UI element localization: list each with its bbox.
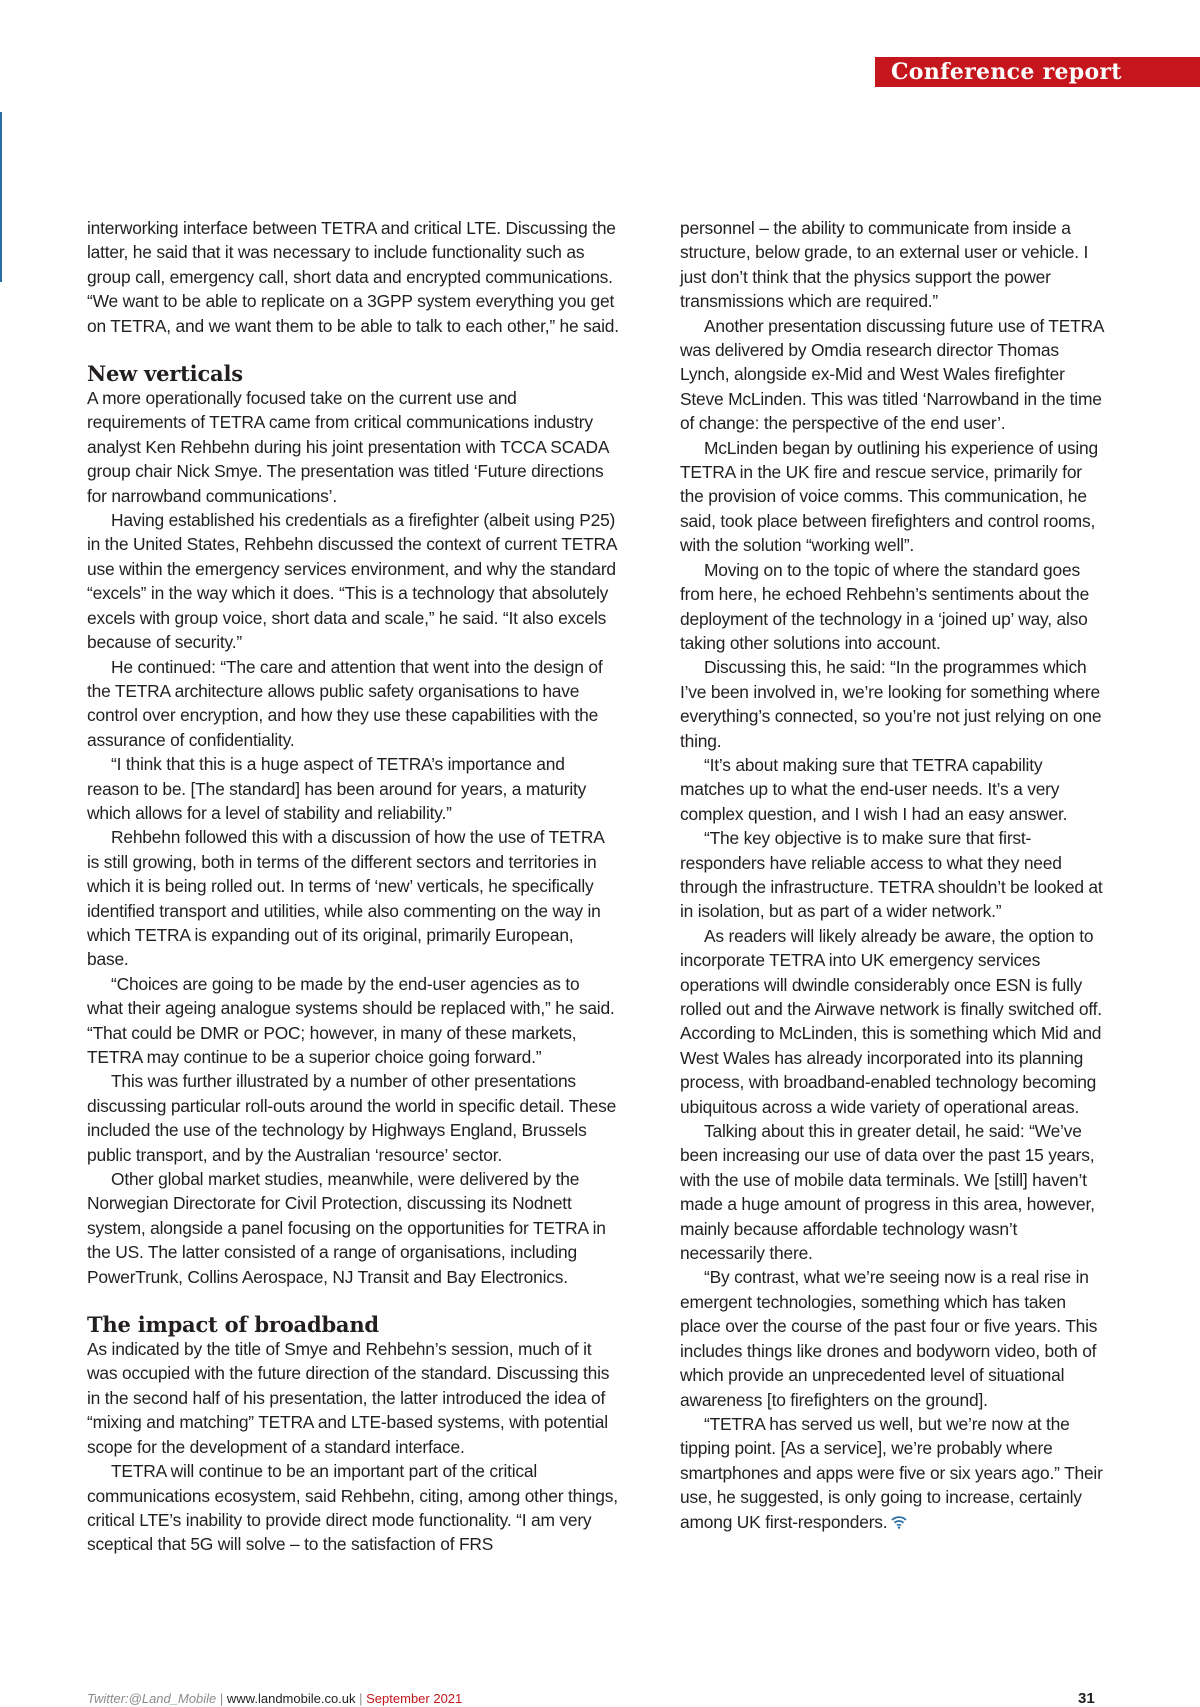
paragraph: “I think that this is a huge aspect of TETRA’s importance and reason to be. [The standard] has been around for years, a maturity which allows for a level of stability and reliability.”	[87, 754, 587, 823]
paragraph: “By contrast, what we’re seeing now is a real rise in emergent technologies, something which has taken place over the course of the past four or five years. This includes things like drones and bodyworn video, both of which provide an unprecedented level of situational awareness [to firefighters on the ground].	[680, 1267, 1098, 1410]
paragraph: “Choices are going to be made by the end-user agencies as to what their ageing analogue systems should be replaced with,” he said. “That could be DMR or POC; however, in many of these markets, TETRA may continue to be a superior choice going forward.”	[87, 973, 615, 1067]
footer-twitter-handle: Twitter:@Land_Mobile	[87, 1691, 217, 1706]
paragraph: Discussing this, he said: “In the programmes which I’ve been involved in, we’re looking for something where everything’s connected, so you’re not just relying on one thing.	[680, 657, 1102, 751]
paragraph: interworking interface between TETRA and critical LTE. Discussing the latter, he said that it was necessary to include functionality such as group call, emergency call, short data and encrypted communications. “We want to be able to replicate on a 3GPP system everything you get on TETRA, and we want them to be able to talk to each other,” he said.	[87, 218, 619, 336]
paragraph: Rehbehn followed this with a discussion of how the use of TETRA is still growing, both in terms of the different sectors and territories in which it is being rolled out. In terms of ‘new’ verticals, he specifically identified transport and utilities, while also commenting on the way in which TETRA is expanding out of its original, primarily European, base.	[87, 827, 604, 970]
paragraph: This was further illustrated by a number of other presentations discussing particular roll-outs around the world in specific detail. These included the use of the technology by Highways England, Brussels public transport, and by the Australian ‘resource’ sector.	[87, 1071, 617, 1165]
footer-website: www.landmobile.co.uk	[226, 1691, 356, 1706]
page-number: 31	[1078, 1690, 1095, 1707]
paragraph: Talking about this in greater detail, he said: “We’ve been increasing our use of data over the past 15 years, with the use of mobile data terminals. We [still] haven’t made a huge amount of progress in this area, however, mainly because affordable technology wasn’t necessarily there.	[680, 1121, 1095, 1264]
paragraph: As indicated by the title of Smye and Rehbehn’s session, much of it was occupied with the future direction of the standard. Discussing this in the second half of his presentation, the latter introduced the idea of “mixing and matching” TETRA and LTE-based systems, with potential scope for the development of a standard interface.	[87, 1339, 610, 1457]
paragraph: “It’s about making sure that TETRA capability matches up to what the end-user needs. It’s a very complex question, and I wish I had an easy answer.	[680, 754, 1068, 824]
paragraph: McLinden began by outlining his experience of using TETRA in the UK fire and rescue service, primarily for the provision of voice comms. This communication, he said, took place between firefighters and control rooms, with the solution “working well”.	[680, 437, 1098, 556]
footer-separator: |	[216, 1691, 227, 1706]
page-footer	[87, 1691, 462, 1706]
last-paragraph	[680, 1412, 1105, 1534]
right-column	[680, 216, 1105, 1534]
paragraph: As readers will likely already be aware, the option to incorporate TETRA into UK emergency services operations will dwindle considerably once ESN is fully rolled out and the Airwave network is finally switched off. According to McLinden, this is something which Mid and West Wales has already incorporated into its planning process, with broadband-enabled technology becoming ubiquitous across a wide variety of operational areas.	[680, 925, 1102, 1117]
paragraph: “The key objective is to make sure that first-responders have reliable access to what they need through the infrastructure. TETRA shouldn’t be looked at in isolation, but as part of a wider network.”	[680, 828, 1103, 922]
paragraph: Other global market studies, meanwhile, were delivered by the Norwegian Directorate for Civil Protection, discussing its Nodnett system, alongside a panel focusing on the opportunities for TETRA in the US. The latter consisted of a range of organisations, including PowerTrunk, Collins Aerospace, NJ Transit and Bay Electronics.	[87, 1169, 606, 1287]
paragraph: Having established his credentials as a firefighter (albeit using P25) in the United States, Rehbehn discussed the context of current TETRA use within the emergency services environment, and why the standard “excels” in the way which it does. “This is a technology that absolutely excels with group voice, short data and scale,” he said. “It also excels because of security.”	[87, 510, 617, 653]
paragraph-text: “TETRA has served us well, but we’re now at the tipping point. [As a service], we’re probably where smartphones and apps were five or six years ago.” Their use, he suggested, is only going to increase, certainly among UK first-responders.	[680, 1413, 1103, 1532]
paragraph: TETRA will continue to be an important part of the critical communications ecosystem, said Rehbehn, citing, among other things, critical LTE’s inability to provide direct mode functionality. “I am very sceptical that 5G will solve – to the satisfaction of FRS	[87, 1461, 618, 1555]
left-column	[87, 216, 619, 1557]
paragraph: Moving on to the topic of where the standard goes from here, he echoed Rehbehn’s sentiments about the deployment of the technology in a ‘joined up’ way, also taking other solutions into account.	[680, 559, 1090, 653]
footer-separator: |	[355, 1691, 367, 1706]
paragraph: He continued: “The care and attention that went into the design of the TETRA architecture allows public safety organisations to have control over encryption, and how they use these capabilities with the assurance of confidentiality.	[87, 656, 603, 750]
paragraph: personnel – the ability to communicate from inside a structure, below grade, to an external user or vehicle. I just don’t think that the physics support the power transmissions which are required.”	[680, 218, 1089, 312]
section-label: Conference report	[875, 57, 1200, 87]
paragraph: A more operationally focused take on the current use and requirements of TETRA came from critical communications industry analyst Ken Rehbehn during his joint presentation with TCCA SCADA group chair Nick Smye. The presentation was titled ‘Future directions for narrowband communications’.	[87, 388, 609, 506]
wifi-signal-icon	[891, 1515, 907, 1529]
footer-issue-date: September 2021	[366, 1691, 463, 1706]
paragraph: Another presentation discussing future use of TETRA was delivered by Omdia research director Thomas Lynch, alongside ex-Mid and West Wales firefighter Steve McLinden. This was titled ‘Narrowband in the time of change: the perspective of the end user’.	[680, 315, 1104, 434]
subheading-new-verticals: New verticals	[87, 361, 243, 387]
page-edge-line	[0, 112, 2, 282]
subheading-impact-of-broadband: The impact of broadband	[87, 1312, 379, 1338]
